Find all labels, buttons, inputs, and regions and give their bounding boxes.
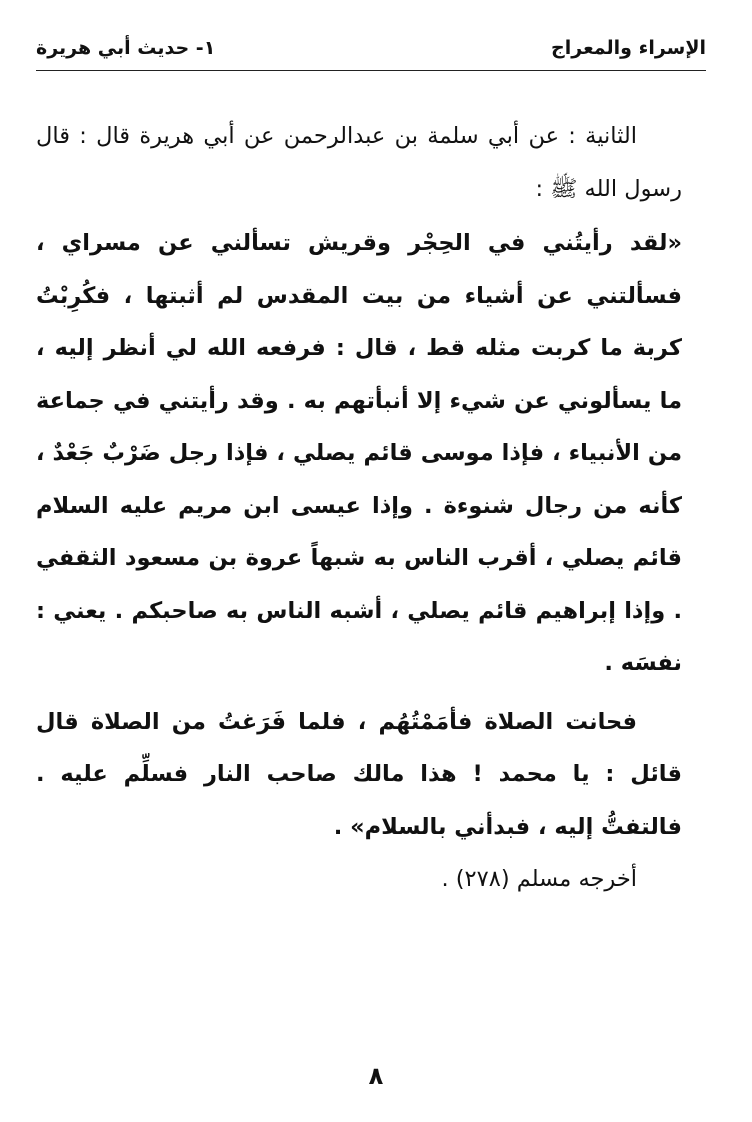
main-text — [36, 110, 682, 906]
citation: أخرجه مسلم (٢٧٨) . — [441, 866, 637, 892]
hadith-paragraph: «لقد رأيتُني في الحِجْر وقريش تسألني عن مسراي ، فسألتني عن أشياء من بيت المقدس لم أثبتها ، فكُرِبْتُ كربة ما كربت مثله قط ، قال : فرفعه الله لي أنظر إليه ، ما يسألوني عن شيء إلا أنبأتهم به . وقد رأيتني في جماعة من الأنبياء ، فإذا موسى قائم يصلي ، فإذا رجل ضَرْبٌ جَعْدٌ ، كأنه من رجال شنوءة . وإذا عيسى ابن مريم عليه السلام قائم يصلي ، أقرب الناس به شبهاً عروة بن مسعود الثقفي . وإذا إبراهيم قائم يصلي ، أشبه الناس به صاحبكم . يعني : نفسَه . — [36, 230, 682, 676]
book-title: الإسراء والمعراج — [551, 37, 706, 59]
page-number: ٨ — [368, 1062, 384, 1090]
hadith-ending-paragraph: فحانت الصلاة فأمَمْتُهُم ، فلما فَرَغتُ من الصلاة قال قائل : يا محمد ! هذا مالك صاحب النار فسلِّم عليه . فالتفتُّ إليه ، فبدأني بالسلام» . — [36, 708, 682, 840]
intro-paragraph: الثانية : عن أبي سلمة بن عبدالرحمن عن أبي هريرة قال : قال رسول الله ﷺ : — [36, 123, 682, 202]
chapter-title: ١- حديث أبي هريرة — [36, 37, 216, 59]
running-header — [36, 26, 706, 71]
